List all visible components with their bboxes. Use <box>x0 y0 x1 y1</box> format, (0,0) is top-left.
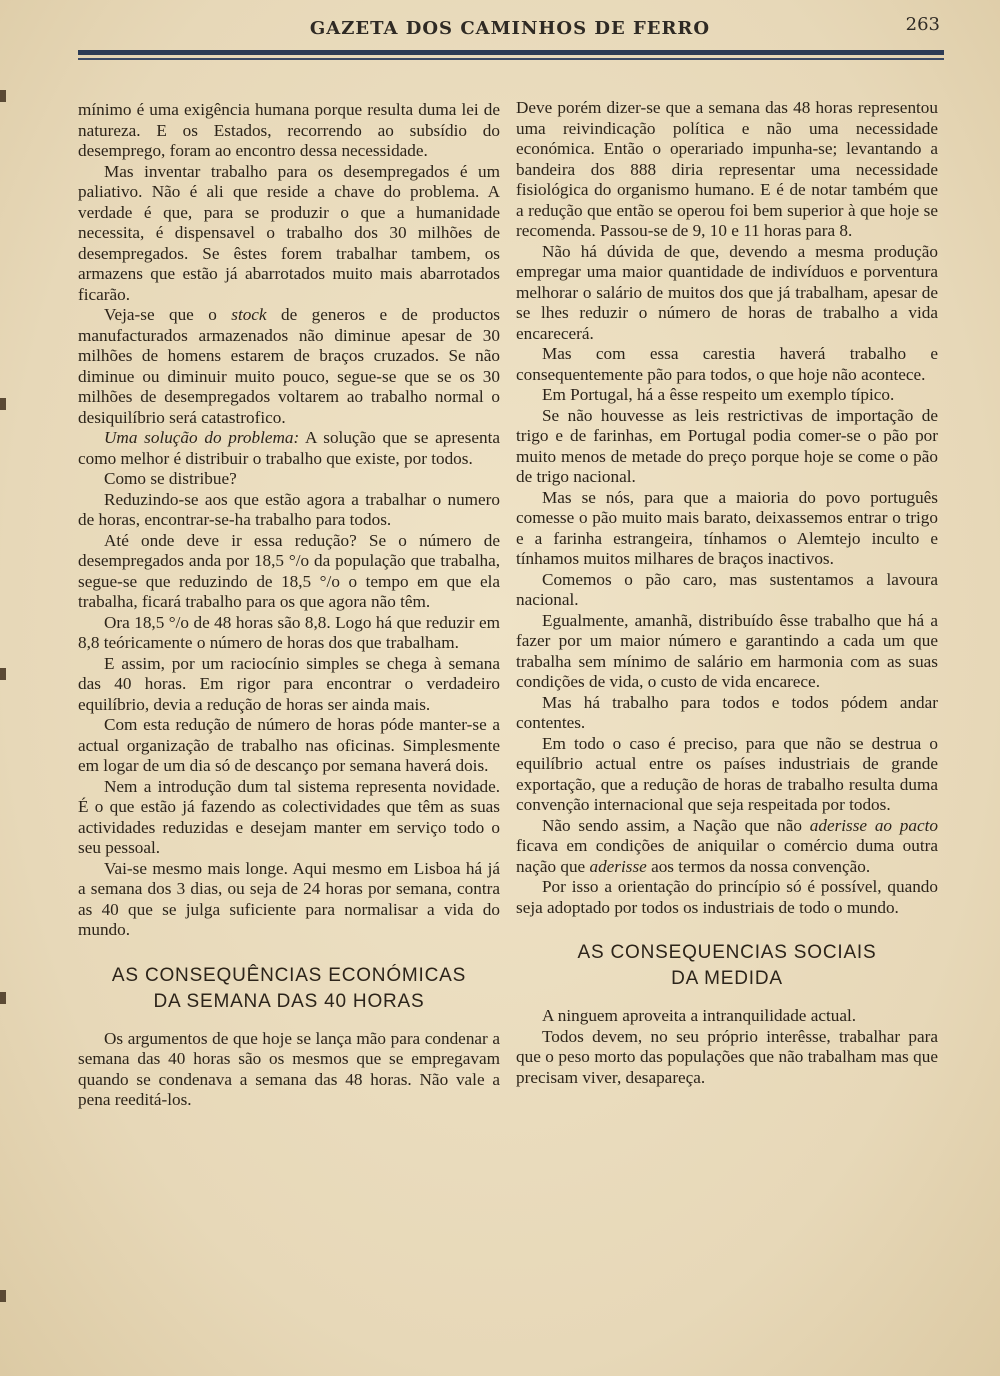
paragraph: Vai-se mesmo mais longe. Aqui mesmo em Lisboa há já a semana dos 3 dias, ou seja de 24 horas por semana, contra as 40 que se julga suficiente para normalisar a vida do mundo. <box>78 858 500 939</box>
paragraph <box>516 816 938 878</box>
paragraph: Ora 18,5 °/o de 48 horas são 8,8. Logo há que reduzir em 8,8 teóricamente o número de horas dos que trabalham. <box>78 612 500 652</box>
running-header <box>80 14 940 44</box>
paragraph: Mas se nós, para que a maioria do povo português comesse o pão muito mais barato, deixassemos entrar o trigo e a farinha estrangeira, tínhamos o Alemtejo inculto e tínhamos muitos milhares de braços inactivos. <box>516 487 938 568</box>
binding-mark <box>0 90 6 102</box>
text-run: de generos e de productos manufacturados armazenados não diminue apesar de 30 milhões de homens estarem de braços cruzados. Se não diminue ou diminuir muito pouco, segue-se que se os 30 milhões de desempregados voltarem ao trabalho normal o desiquilíbrio será catastrofico. <box>78 305 500 427</box>
paragraph: Em todo o caso é preciso, para que não se destrua o equilíbrio actual entre os países industriais de grande exportação, que a redução de horas de trabalho resulta duma convenção internacional que seja respeitada por todos. <box>516 733 938 814</box>
paragraph: Com esta redução de número de horas póde manter-se a actual organização de trabalho nas oficinas. Simplesmente em logar de um dia só de descanço por semana haverá dois. <box>78 715 500 775</box>
right-column <box>516 98 938 1088</box>
paragraph: Mas inventar trabalho para os desempregados é um paliativo. Não é ali que reside a chave do problema. A verdade é que, para se produzir o que a humanidade necessita, é dispensavel o trabalho dos 30 milhões de desempregados. Se êstes forem trabalhar tambem, os armazens que estão já abarrotados muito mais abarrotados ficarão. <box>78 161 500 304</box>
paragraph: Como se distribue? <box>104 469 237 488</box>
paragraph: Deve porém dizer-se que a semana das 48 horas representou uma reivindicação política e não uma necessidade económica. Então o operariado impunha-se; levantando a bandeira dos 888 diria representar uma necessidade fisiológica do organismo humano. E é de notar também que a redução que então se operou foi bem superior à que hoje se recomenda. Passou-se de 9, 10 e 11 horas para 8. <box>516 98 938 240</box>
text-run: aos termos da nossa convenção. <box>646 856 871 876</box>
binding-mark <box>0 398 6 410</box>
paragraph: Comemos o pão caro, mas sustentamos a lavoura nacional. <box>516 569 938 609</box>
text-run: A solução que se apresenta como melhor é distribuir o trabalho que existe, por todos. <box>78 428 500 468</box>
italic-run: Uma solução do problema: <box>104 428 300 447</box>
paragraph: Os argumentos de que hoje se lança mão para condenar a semana das 40 horas são os mesmos que se empregavam quando se condenava a semana das 48 horas. Não vale a pena reeditá-los. <box>78 1028 500 1109</box>
header-rule-thin <box>78 58 944 60</box>
paragraph: A ninguem aproveita a intranquilidade actual. <box>542 1006 857 1025</box>
heading-line: DA MEDIDA <box>671 968 783 989</box>
heading-line: AS CONSEQUENCIAS SOCIAIS <box>577 942 877 963</box>
paragraph: Mas com essa carestia haverá trabalho e consequentemente pão para todos, o que hoje não acontece. <box>516 344 938 384</box>
paragraph: mínimo é uma exigência humana porque resulta duma lei de natureza. E os Estados, recorrendo ao subsídio do desemprego, foram ao encontro dessa necessidade. <box>78 100 500 160</box>
section-heading <box>516 940 938 992</box>
binding-mark <box>0 1290 6 1302</box>
paragraph: Todos devem, no seu próprio interêsse, trabalhar para que o peso morto das populações que não trabalham mas que precisam viver, desapareça. <box>516 1026 938 1087</box>
binding-mark <box>0 668 6 680</box>
left-column <box>78 100 500 1111</box>
text-run: Não sendo assim, a Nação que não <box>542 815 810 835</box>
binding-mark <box>0 992 6 1004</box>
text-run: ficava em condições de aniquilar o comércio duma outra nação que <box>516 836 938 876</box>
publication-title: GAZETA DOS CAMINHOS DE FERRO <box>309 18 711 39</box>
paragraph: Se não houvesse as leis restrictivas de importação de trigo e de farinhas, em Portugal podia comer-se o pão por muito menos de metade do preço porque hoje se come o pão de trigo nacional. <box>516 405 938 486</box>
section-heading <box>78 963 500 1015</box>
header-rule <box>78 50 944 55</box>
heading-line: AS CONSEQUÊNCIAS ECONÓMICAS <box>111 964 467 986</box>
paragraph: Reduzindo-se aos que estão agora a trabalhar o numero de horas, encontrar-se-ha trabalho para todos. <box>78 489 500 529</box>
paragraph: Por isso a orientação do princípio só é possível, quando seja adoptado por todos os industriais de todo o mundo. <box>516 877 938 917</box>
italic-run: aderisse <box>589 856 647 876</box>
page-number: 263 <box>905 14 940 35</box>
paragraph: Em Portugal, há a êsse respeito um exemplo típico. <box>542 385 895 404</box>
text-run: Veja-se que o <box>104 305 232 324</box>
italic-run: aderisse ao pacto <box>809 815 938 835</box>
paragraph <box>78 428 500 469</box>
paragraph: Egualmente, amanhã, distribuído êsse trabalho que há a fazer por um maior número e garantindo a cada um que trabalha sem mínimo de salário em harmonia com as suas condições de vida, o custo de vida encarece. <box>516 610 938 691</box>
paragraph: Não há dúvida de que, devendo a mesma produção empregar uma maior quantidade de indivíduos e porventura melhorar o salário de muitos dos que já trabalham, apesar de se lhes reduzir o número de horas de trabalho a vida encarecerá. <box>516 241 938 343</box>
paragraph: Nem a introdução dum tal sistema representa novidade. É o que estão já fazendo as colectividades que têm as suas actividades reduzidas e desejam manter em serviço todo o seu pessoal. <box>78 776 500 857</box>
paragraph <box>78 305 500 428</box>
paragraph: Mas há trabalho para todos e todos pódem andar contentes. <box>516 692 938 732</box>
heading-line: DA SEMANA DAS 40 HORAS <box>153 990 425 1012</box>
paragraph: E assim, por um raciocínio simples se chega à semana das 40 horas. Em rigor para encontrar o verdadeiro equilíbrio, devia a redução de horas ser ainda mais. <box>78 653 500 714</box>
italic-run: stock <box>231 305 267 324</box>
paragraph: Até onde deve ir essa redução? Se o número de desempregados anda por 18,5 °/o da população que trabalha, segue-se que reduzindo de 18,5 °/o o tempo em que ela trabalha, ficará trabalho para os que agora não têm. <box>78 530 500 611</box>
